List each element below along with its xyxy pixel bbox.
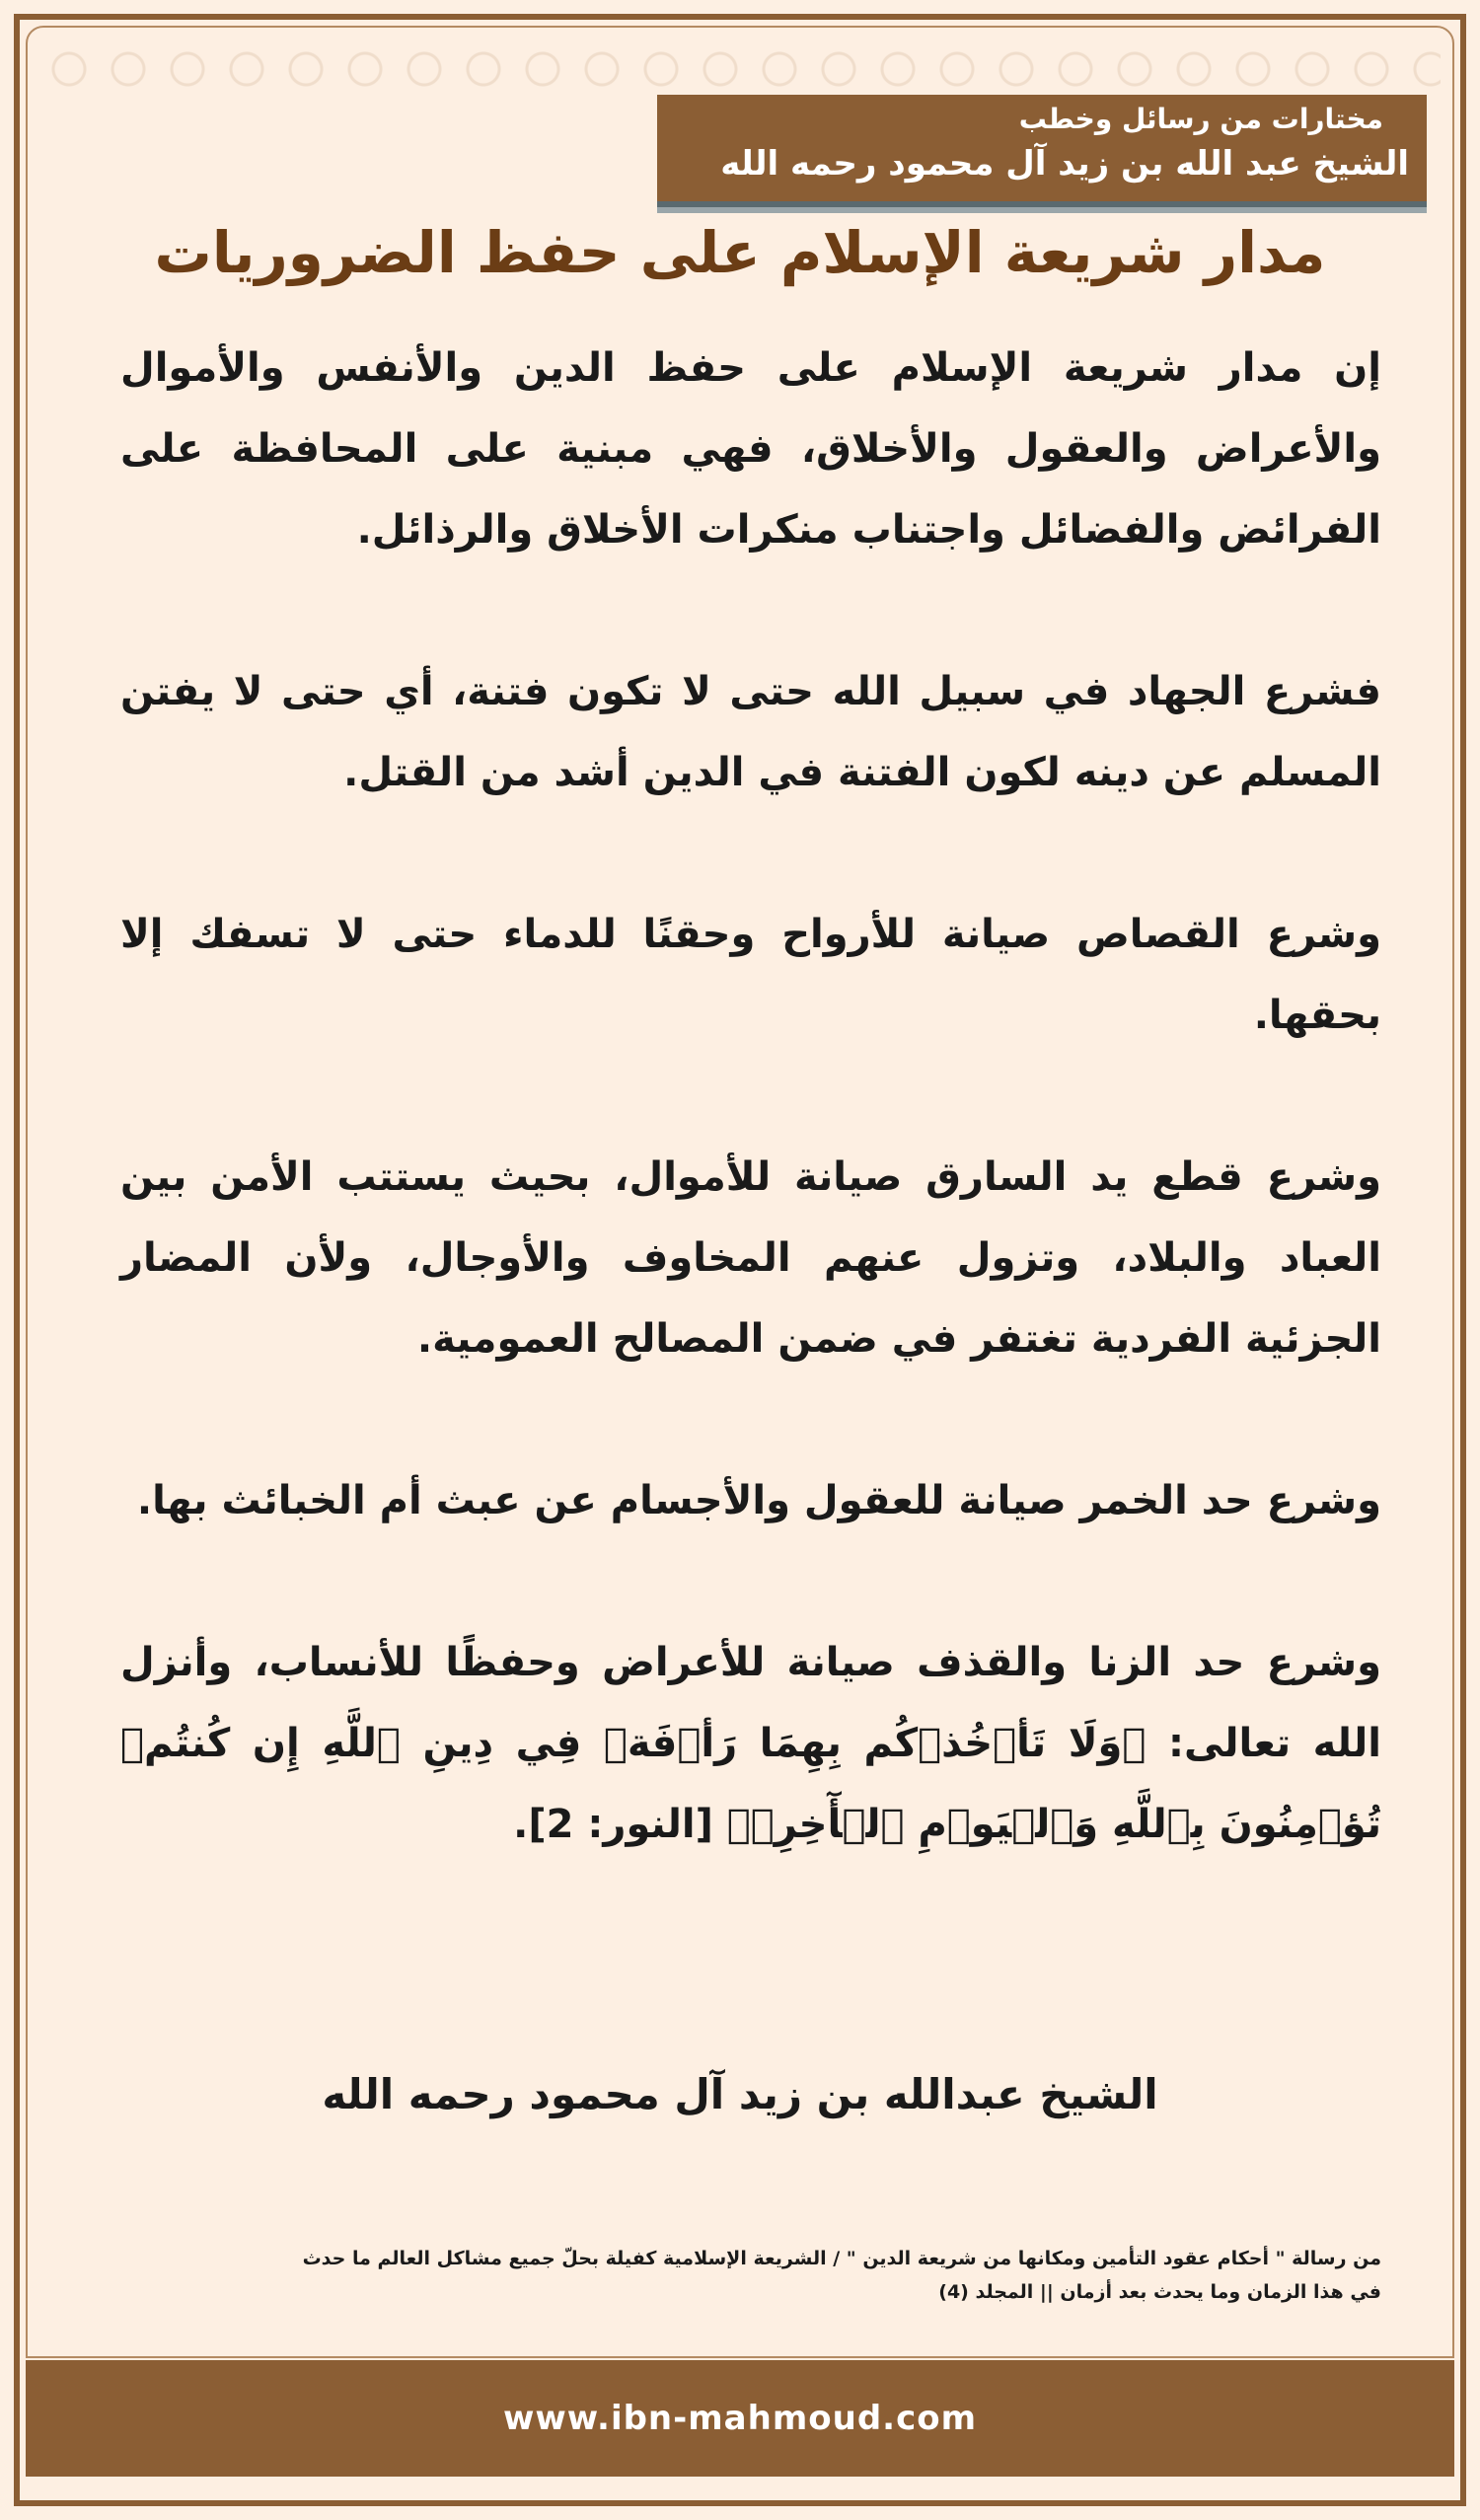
source-citation [95, 2242, 1381, 2309]
ornament-pattern [39, 39, 1441, 99]
website-link[interactable]: www.ibn-mahmoud.com [502, 2399, 978, 2438]
footer-bar [26, 2360, 1454, 2477]
source-line: من رسالة " أحكام عقود التأمين ومكانها من شريعة الدين " / الشريعة الإسلامية كفيلة بحلّ جميع مشاكل العالم ما حدث [302, 2248, 1381, 2269]
paragraph: وشرع حد الخمر صيانة للعقول والأجسام عن عبث أم الخبائث بها. [136, 1478, 1381, 1523]
paragraph: إن مدار شريعة الإسلام على حفظ الدين والأنفس والأموال والأعراض والعقول والأخلاق، فهي مبنية على المحافظة على الفرائض والفضائل واجتناب منكرات الأخلاق والرذائل. [120, 345, 1381, 553]
article-title: مدار شريعة الإسلام على حفظ الضروريات [154, 219, 1326, 286]
paragraph: وشرع حد الزنا والقذف صيانة للأعراض وحفظًا للأنساب، وأنزل الله تعالى: ﴿وَلَا تَأۡخُذۡكُم بِهِمَا رَأۡفَةٞ فِي دِينِ ٱللَّهِ إِن كُنتُمۡ تُؤۡمِنُونَ بِٱللَّهِ وَٱلۡيَوۡمِ ٱلۡأٓخِرِۖ﴾ [النور: 2]. [120, 1640, 1381, 1847]
series-header-box [657, 95, 1427, 207]
source-line: في هذا الزمان وما يحدث بعد أزمان || المجلد (4) [938, 2281, 1381, 2303]
paragraph: وشرع القصاص صيانة للأرواح وحقنًا للدماء حتى لا تسفك إلا بحقها. [120, 912, 1381, 1038]
paragraph: وشرع قطع يد السارق صيانة للأموال، بحيث يستتب الأمن بين العباد والبلاد، وتزول عنهم المخاوف والأوجال، ولأن المضار الجزئية الفردية تغتفر في ضمن المصالح العمومية. [120, 1154, 1381, 1362]
paragraph: فشرع الجهاد في سبيل الله حتى لا تكون فتنة، أي حتى لا يفتن المسلم عن دينه لكون الفتنة في الدين أشد من القتل. [120, 669, 1381, 795]
signature: الشيخ عبدالله بن زيد آل محمود رحمه الله [322, 2070, 1158, 2118]
series-title: مختارات من رسائل وخطب [1018, 103, 1383, 135]
article-body [120, 328, 1381, 1946]
series-author: الشيخ عبد الله بن زيد آل محمود رحمه الله [720, 144, 1409, 184]
